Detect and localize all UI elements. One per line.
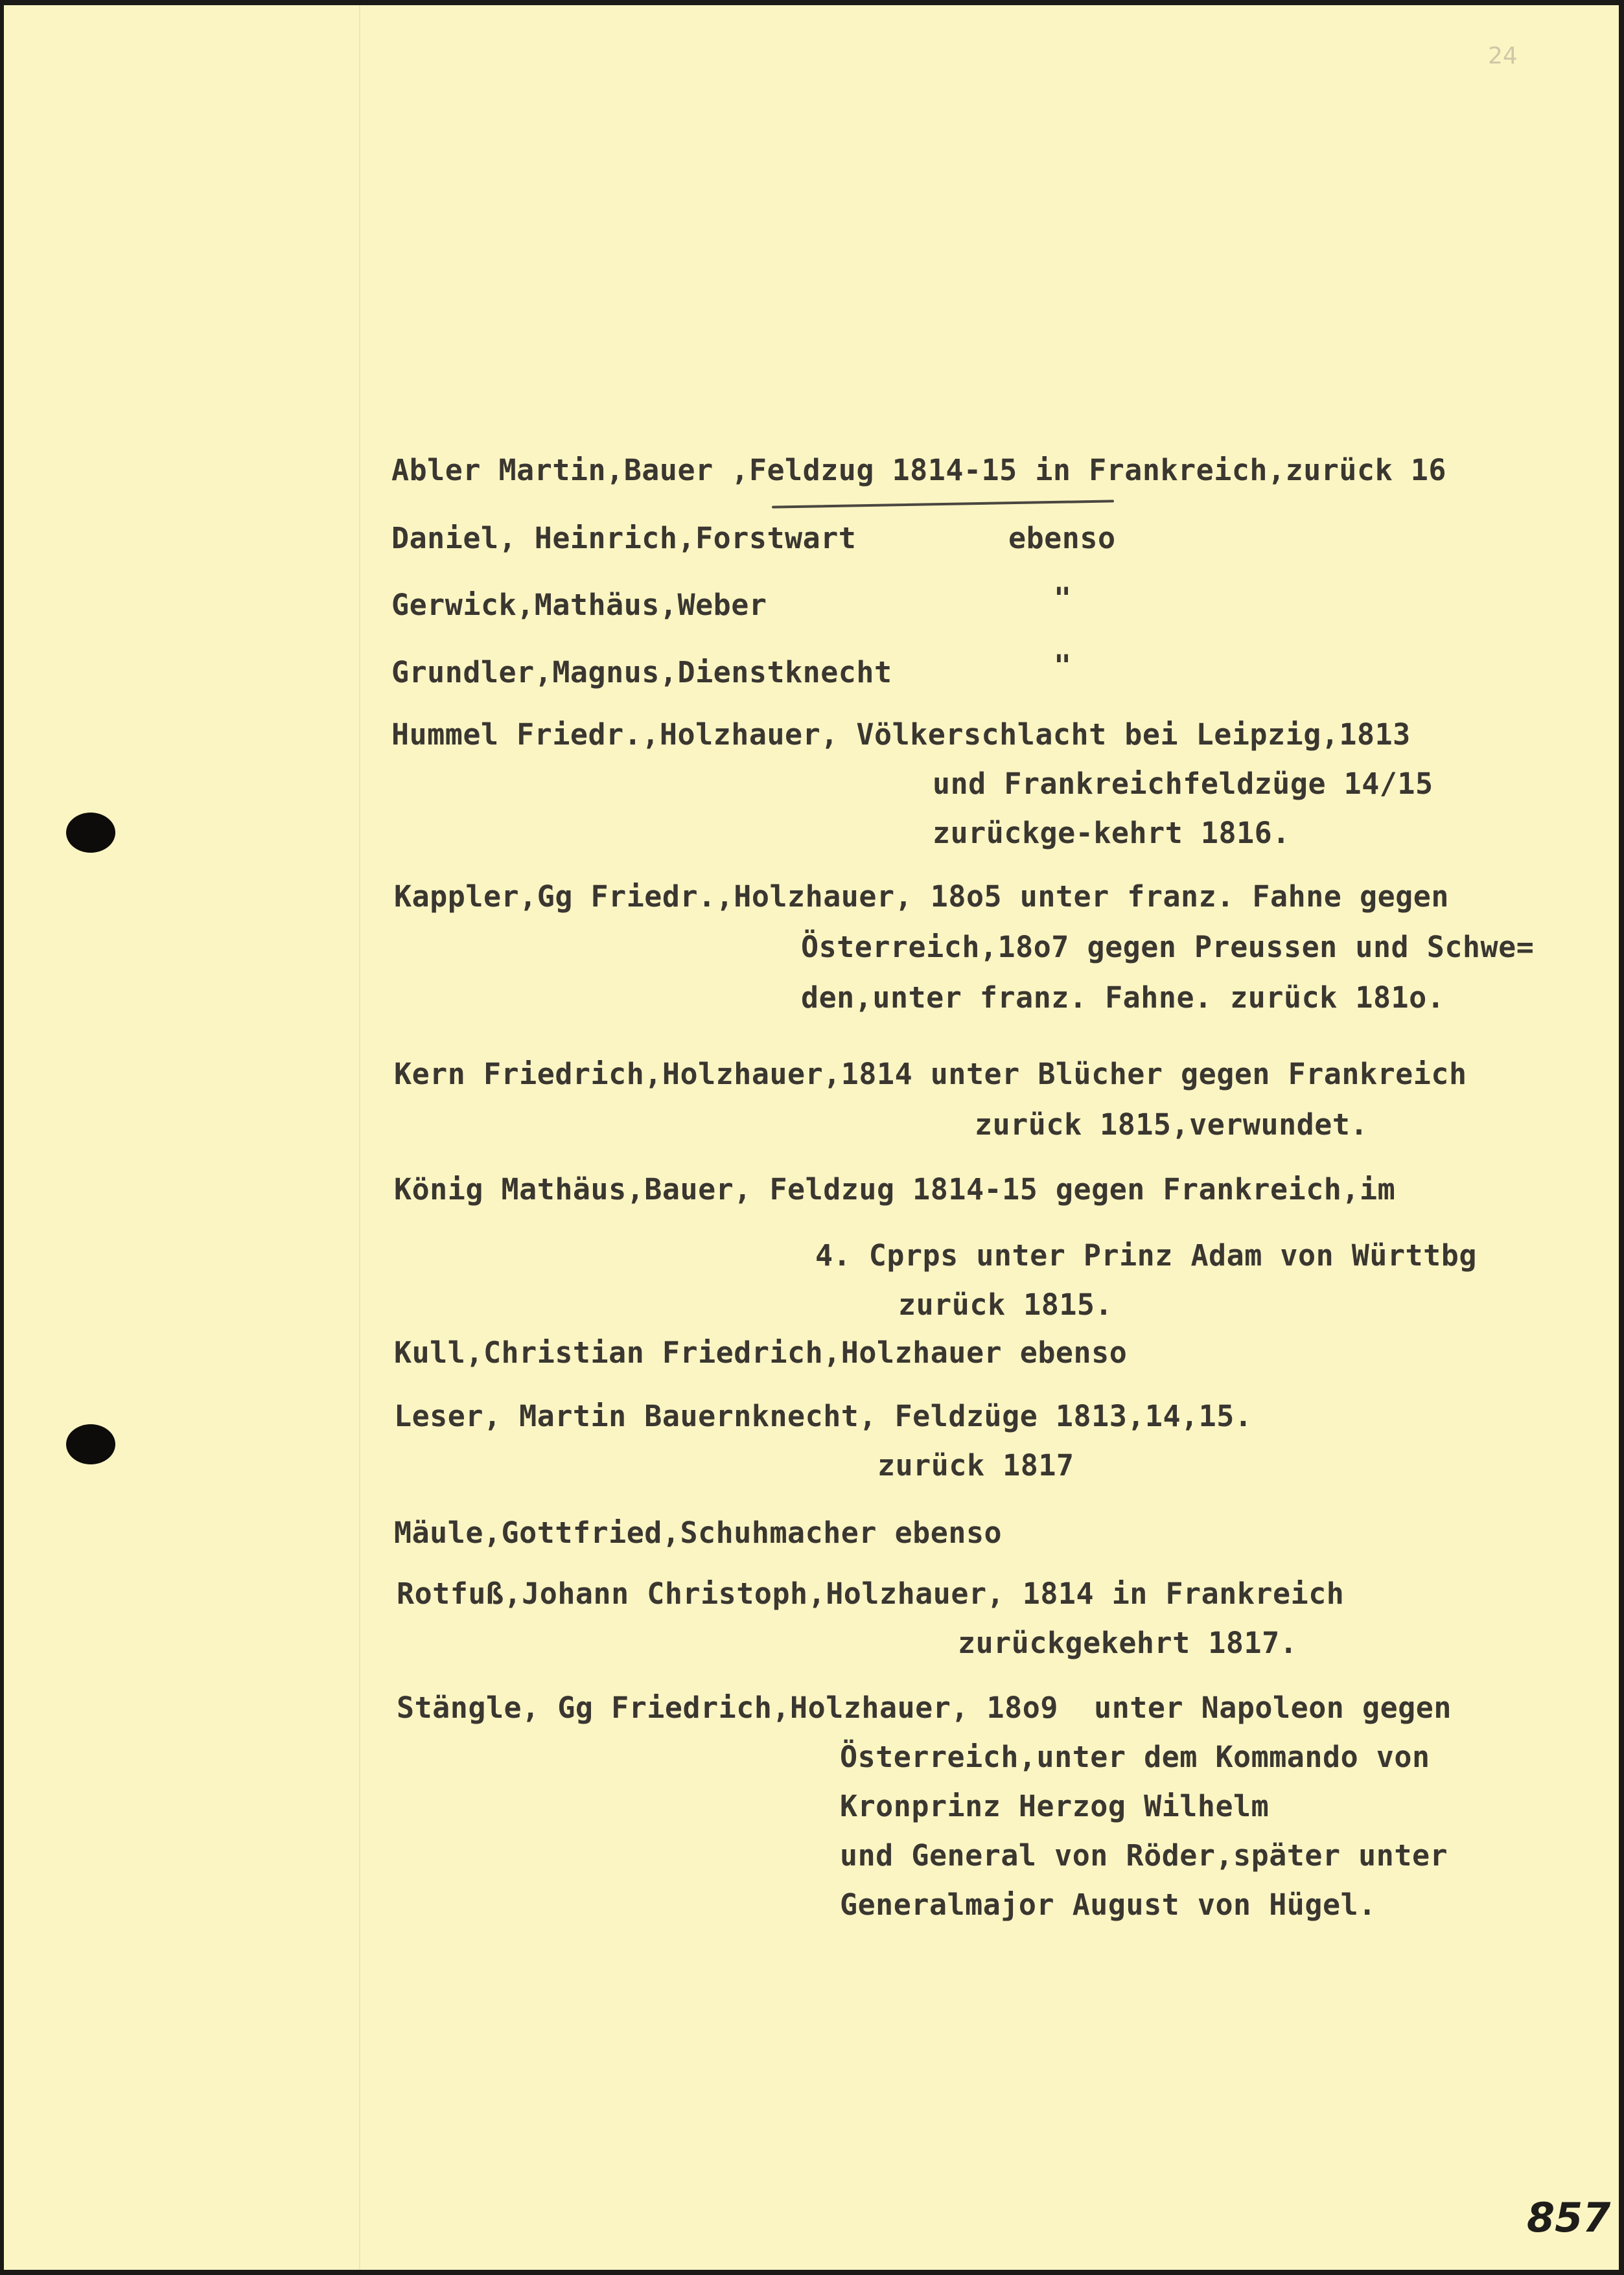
entry-maeule: Mäule,Gottfried,Schuhmacher ebenso bbox=[394, 1516, 1003, 1550]
entry-gerwick: Gerwick,Mathäus,Weber bbox=[391, 588, 767, 622]
punch-hole-lower bbox=[66, 1424, 115, 1464]
pencil-mark: 24 bbox=[1488, 43, 1518, 69]
entry-leser-cont: zurück 1817 bbox=[877, 1448, 1074, 1483]
ditto-mark-gerwick: " bbox=[1054, 581, 1072, 616]
entry-staengle: Stängle, Gg Friedrich,Holzhauer, 18o9 unter Napoleon gegen bbox=[397, 1691, 1452, 1725]
page-number: 857 bbox=[1527, 2194, 1611, 2241]
entry-daniel-note: ebenso bbox=[1008, 521, 1116, 555]
entry-koenig: König Mathäus,Bauer, Feldzug 1814-15 gegen Frankreich,im bbox=[394, 1172, 1396, 1207]
entry-staengle-cont-1: Österreich,unter dem Kommando von bbox=[840, 1740, 1430, 1774]
entry-kull: Kull,Christian Friedrich,Holzhauer ebenso bbox=[394, 1335, 1128, 1370]
feldzug-underline bbox=[772, 500, 1114, 508]
entry-leser: Leser, Martin Bauernknecht, Feldzüge 1813,14,15. bbox=[394, 1399, 1253, 1433]
entry-kappler-cont-2: den,unter franz. Fahne. zurück 181o. bbox=[801, 980, 1445, 1015]
entry-grundler: Grundler,Magnus,Dienstknecht bbox=[391, 655, 892, 689]
entry-hummel-cont-1: und Frankreichfeldzüge 14/15 bbox=[933, 767, 1433, 801]
document-page bbox=[4, 5, 1619, 2270]
entry-kern-cont: zurück 1815,verwundet. bbox=[975, 1107, 1369, 1142]
fold-shadow bbox=[359, 5, 360, 2270]
entry-hummel: Hummel Friedr.,Holzhauer, Völkerschlacht bei Leipzig,1813 bbox=[391, 717, 1411, 752]
entry-staengle-cont-2: Kronprinz Herzog Wilhelm bbox=[840, 1789, 1270, 1823]
entry-hummel-cont-2: zurückge-kehrt 1816. bbox=[933, 816, 1290, 850]
entry-koenig-cont-1: 4. Cprps unter Prinz Adam von Württbg bbox=[815, 1238, 1477, 1273]
punch-hole-upper bbox=[66, 813, 115, 853]
entry-staengle-cont-3: und General von Röder,später unter bbox=[840, 1838, 1448, 1873]
entry-rotfuss-cont: zurückgekehrt 1817. bbox=[958, 1626, 1298, 1660]
entry-kappler: Kappler,Gg Friedr.,Holzhauer, 18o5 unter franz. Fahne gegen bbox=[394, 879, 1449, 914]
ditto-mark-grundler: " bbox=[1054, 649, 1072, 683]
entry-abler: Abler Martin,Bauer ,Feldzug 1814-15 in Frankreich,zurück 16 bbox=[391, 453, 1446, 487]
entry-staengle-cont-4: Generalmajor August von Hügel. bbox=[840, 1888, 1376, 1922]
entry-kern: Kern Friedrich,Holzhauer,1814 unter Blücher gegen Frankreich bbox=[394, 1057, 1467, 1091]
entry-daniel: Daniel, Heinrich,Forstwart bbox=[391, 521, 857, 555]
entry-rotfuss: Rotfuß,Johann Christoph,Holzhauer, 1814 in Frankreich bbox=[397, 1576, 1345, 1611]
entry-kappler-cont-1: Österreich,18o7 gegen Preussen und Schwe= bbox=[801, 930, 1535, 964]
entry-koenig-cont-2: zurück 1815. bbox=[898, 1288, 1113, 1322]
